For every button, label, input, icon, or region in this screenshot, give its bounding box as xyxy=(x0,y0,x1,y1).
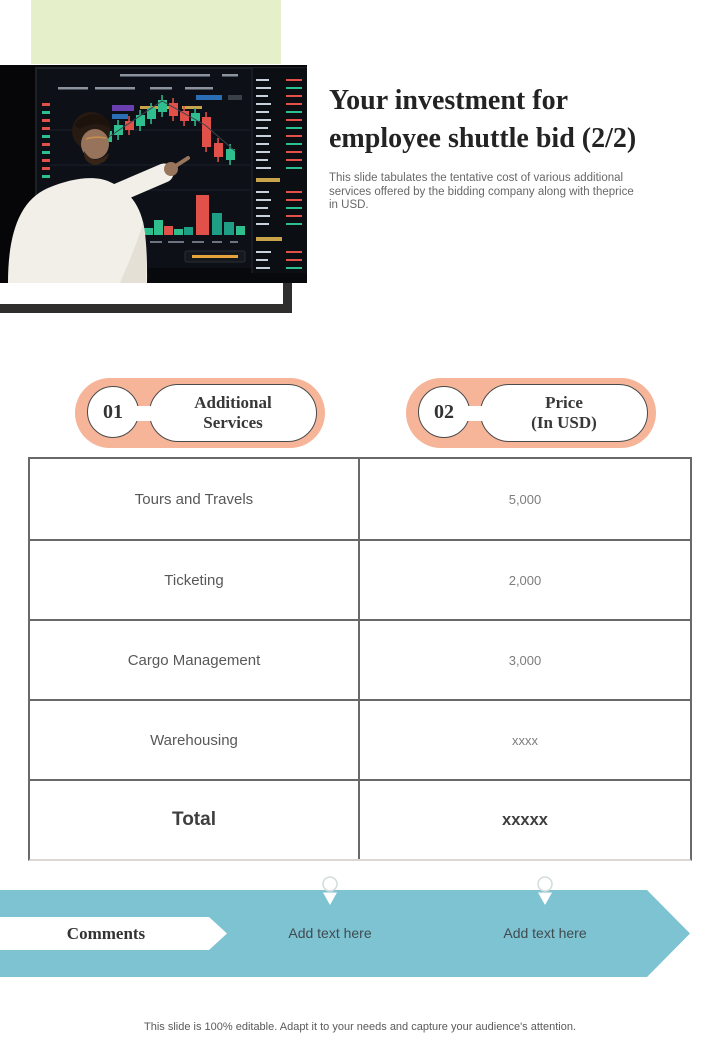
service-cell: Warehousing xyxy=(30,701,360,779)
badge-number-circle xyxy=(418,386,470,438)
slide-title-line1: Your investment for xyxy=(329,85,569,116)
total-value-cell: xxxxx xyxy=(502,810,548,829)
header-badge-additional-services xyxy=(75,378,325,448)
table-row-total xyxy=(30,779,690,859)
badge-number-circle xyxy=(87,386,139,438)
comments-label: Comments xyxy=(66,923,146,943)
subtitle-line: services offered by the bidding company along with theprice xyxy=(329,185,634,198)
service-cell: Tours and Travels xyxy=(30,459,360,539)
green-accent-rect xyxy=(31,0,281,64)
badge-label-line: (In USD) xyxy=(531,413,597,432)
slide-title-line2: employee shuttle bid (2/2) xyxy=(329,123,637,154)
badge-connector xyxy=(133,406,157,421)
subtitle-line: in USD. xyxy=(329,199,369,211)
total-label-cell: Total xyxy=(30,781,360,859)
badge-label-line: Services xyxy=(203,413,263,432)
table-row xyxy=(30,459,690,539)
price-cell: 2,000 xyxy=(508,572,542,588)
table-row xyxy=(30,619,690,699)
trading-screen-graphic xyxy=(0,65,307,283)
badge-label-pill xyxy=(480,384,648,442)
badge-number: 01 xyxy=(103,400,123,423)
pin-marker-icon xyxy=(538,877,552,891)
price-cell: 5,000 xyxy=(508,491,542,507)
badge-label-pill xyxy=(149,384,317,442)
trading-photo xyxy=(0,65,307,283)
services-price-table xyxy=(28,457,692,861)
header-badge-price xyxy=(406,378,656,448)
table-row xyxy=(30,699,690,779)
subtitle-line: This slide tabulates the tentative cost of various additional xyxy=(329,172,624,184)
slide-subtitle xyxy=(329,172,699,213)
badge-number: 02 xyxy=(434,400,454,423)
service-cell: Ticketing xyxy=(30,541,360,619)
service-cell: Cargo Management xyxy=(30,621,360,699)
price-cell: xxxx xyxy=(512,732,538,748)
badge-label-line: Additional xyxy=(194,393,272,412)
footer-note: This slide is 100% editable. Adapt it to your needs and capture your audience's attention. xyxy=(144,1021,576,1033)
add-text-placeholder[interactable]: Add text here xyxy=(503,925,587,941)
price-cell: 3,000 xyxy=(508,652,542,668)
pin-marker-icon xyxy=(323,877,337,891)
slide-title xyxy=(329,82,709,158)
badge-label-line: Price xyxy=(545,393,583,412)
add-text-placeholder[interactable]: Add text here xyxy=(288,925,372,941)
badge-connector xyxy=(464,406,488,421)
table-row xyxy=(30,539,690,619)
